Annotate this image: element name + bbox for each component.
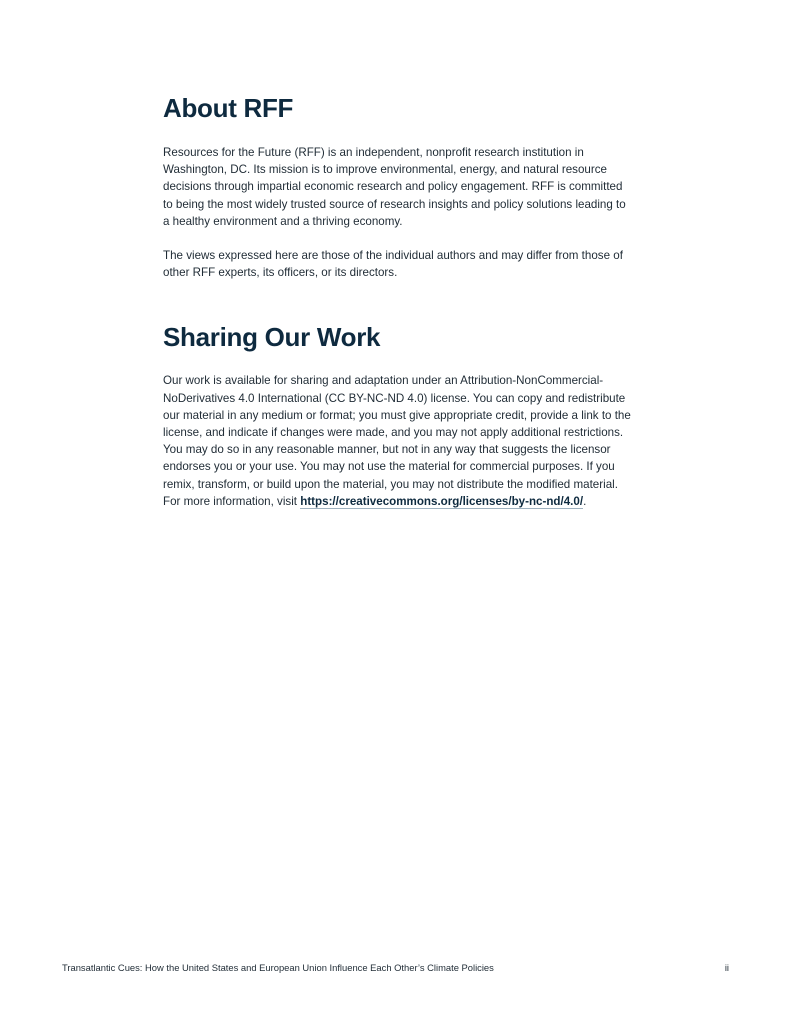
sharing-title: Sharing Our Work [163,322,381,353]
sharing-paragraph-text: Our work is available for sharing and adaptation under an Attribution-NonCommercial-NoDerivatives 4.0 International (CC BY-NC-ND 4.0) license. You can copy and redistribute our material in any medium or format; you must give appropriate credit, provide a link to the license, and indicate if changes were made, and you may not apply additional restrictions. You may do so in any reasonable manner, but not in any way that suggests the licensor endorses you or your use. You may not use the material for commercial purposes. If you remix, transform, or build upon the material, you may not distribute the modified material. For more information, visit [163,374,631,508]
footer-title: Transatlantic Cues: How the United States and European Union Influence Each Other’s Climate Policies [62,962,494,973]
about-paragraph-1: Resources for the Future (RFF) is an independent, nonprofit research institution in Washington, DC. Its mission is to improve environmental, energy, and natural resource decisions through impartial economic research and policy engagement. RFF is committed to being the most widely trusted source of research insights and policy solutions leading to a healthy environment and a thriving economy. [163,146,626,228]
about-title: About RFF [163,93,294,123]
license-link[interactable]: https://creativecommons.org/licenses/by-nc-nd/4.0/ [300,494,584,508]
about-paragraph-2: The views expressed here are those of the individual authors and may differ from those of other RFF experts, its officers, or its directors. [163,249,623,280]
page-number: ii [724,962,729,973]
page-footer [62,962,729,974]
sharing-paragraph [163,372,633,510]
sharing-paragraph-end: . [583,494,587,508]
main-content [163,88,633,510]
